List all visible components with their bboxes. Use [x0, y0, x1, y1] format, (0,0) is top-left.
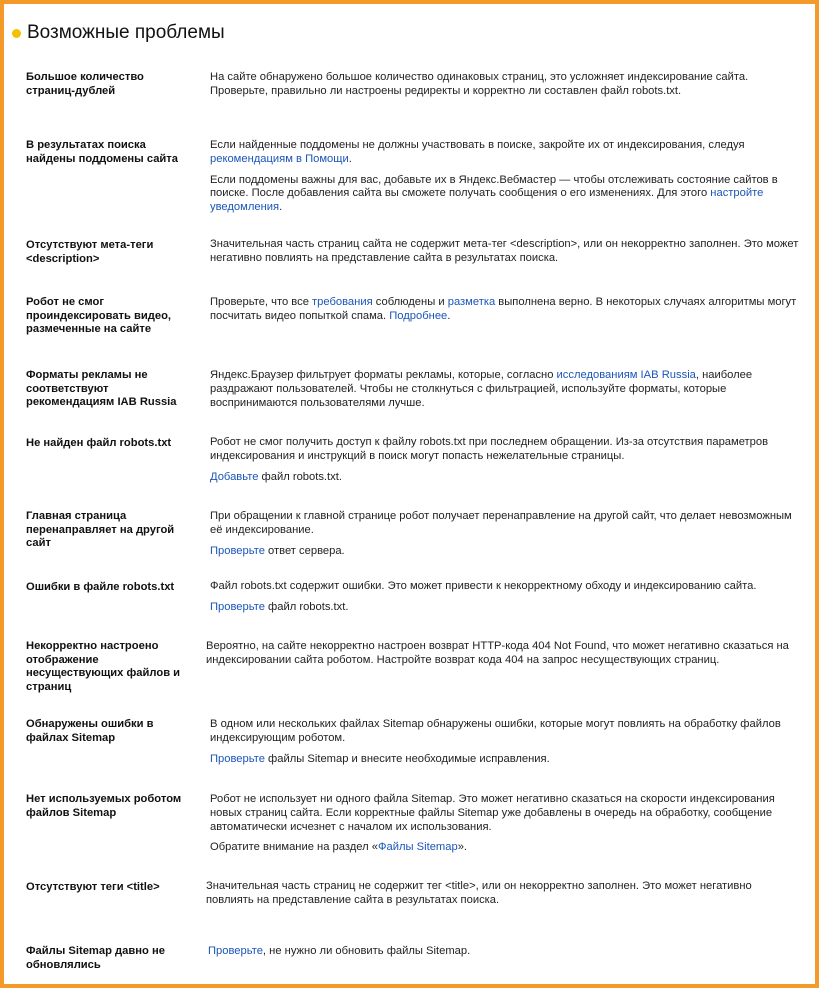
description-text: Обратите внимание на раздел «	[210, 841, 378, 854]
description-paragraph	[210, 793, 802, 834]
description-paragraph	[210, 753, 802, 767]
problem-description	[210, 793, 802, 862]
description-text: При обращении к главной странице робот получает перенаправление на другой сайт, что делает невозможным её индексирование.	[210, 510, 792, 536]
problem-title: Форматы рекламы не соответствуют рекомендациям IAB Russia	[26, 369, 177, 409]
description-paragraph	[210, 841, 802, 855]
description-paragraph	[210, 718, 802, 746]
problem-title: Файлы Sitemap давно не обновлялись	[26, 945, 165, 971]
help-link[interactable]: Подробнее	[389, 309, 448, 322]
description-text: файл robots.txt.	[264, 600, 349, 613]
description-paragraph	[210, 471, 802, 485]
problem-title: Большое количество страниц-дублей	[26, 71, 144, 97]
problem-title: Не найден файл robots.txt	[26, 437, 172, 449]
description-paragraph	[210, 71, 802, 99]
section-header	[12, 22, 225, 44]
description-paragraph	[210, 238, 802, 266]
page-frame	[4, 4, 815, 984]
description-text: В одном или нескольких файлах Sitemap обнаружены ошибки, которые могут повлиять на обработку файлов индексирующим роботом.	[210, 718, 781, 744]
help-link[interactable]: Проверьте	[210, 752, 265, 765]
help-link[interactable]: исследованиям IAB Russia	[556, 369, 696, 381]
description-text: , не нужно ли обновить файлы Sitemap.	[262, 945, 471, 957]
description-paragraph	[210, 601, 802, 615]
problem-description	[210, 580, 802, 622]
description-text: Если поддомены важны для вас, добавьте их в Яндекс.Вебмастер — чтобы отслеживать состояние сайтов в поиске. После добавления сайта вы сможете получать сообщения о его изменениях. Для этого	[210, 173, 778, 200]
description-paragraph	[206, 880, 798, 908]
description-paragraph	[210, 174, 802, 215]
description-text: Робот не смог получить доступ к файлу robots.txt при последнем обращении. Из-за отсутствия параметров индексирования и инструкций в поиск могут попасть нежелательные страницы.	[210, 436, 769, 462]
problem-description	[210, 369, 802, 417]
description-text: Значительная часть страниц сайта не содержит мета-тег <description>, или он некорректно заполнен. Это может негативно повлиять на представление сайта в результатах поиска.	[210, 238, 799, 264]
description-text: .	[348, 152, 352, 165]
page-title: Возможные проблемы	[27, 22, 225, 43]
description-text: выполнена верно. В некоторых случаях алгоритмы могут посчитать видео попыткой спама.	[210, 296, 797, 322]
description-paragraph	[210, 436, 802, 464]
description-text: .	[279, 201, 283, 214]
help-link[interactable]: Проверьте	[210, 544, 265, 557]
description-text: Вероятно, на сайте некорректно настроен возврат HTTP-кода 404 Not Found, что может негативно сказаться на индексировании сайта роботом. Настройте возврат кода 404 на запрос несуществующих страниц.	[206, 640, 789, 666]
description-text: соблюдены и	[372, 296, 448, 308]
description-text: Если найденные поддомены не должны участвовать в поиске, закройте их от индексирования, следуя	[210, 139, 745, 151]
description-paragraph	[210, 369, 802, 410]
problem-description	[210, 238, 802, 273]
problem-description	[210, 718, 802, 773]
problem-description	[210, 139, 802, 222]
problem-description	[206, 640, 798, 675]
description-text: Значительная часть страниц не содержит тег <title>, или он некорректно заполнен. Это может негативно повлиять на представление сайта в результатах поиска.	[206, 880, 752, 906]
description-text: .	[447, 309, 451, 322]
help-link[interactable]: требования	[312, 296, 373, 308]
problem-description	[210, 296, 802, 331]
description-text: ».	[457, 841, 468, 854]
description-text: файл robots.txt.	[258, 470, 342, 483]
description-text: , наиболее раздражают пользователей. Чтобы не столкнуться с фильтрацией, используйте форматы, которые воспринимаются пользователями лучше.	[210, 369, 753, 409]
help-link[interactable]: Добавьте	[210, 470, 259, 483]
problem-title: Обнаружены ошибки в файлах Sitemap	[26, 718, 154, 744]
problem-title: Главная страница перенаправляет на другой сайт	[26, 510, 175, 550]
problem-title: Нет используемых роботом файлов Sitemap	[26, 793, 182, 819]
problem-description	[206, 880, 798, 915]
help-link[interactable]: настройте уведомления	[210, 187, 764, 214]
problem-title: Некорректно настроено отображение несуществующих файлов и страниц	[26, 640, 181, 693]
description-text: Яндекс.Браузер фильтрует форматы рекламы, которые, согласно	[210, 369, 557, 381]
description-paragraph	[210, 545, 802, 559]
problem-title: Отсутствуют мета-теги <description>	[26, 239, 154, 265]
description-paragraph	[208, 945, 800, 959]
problem-description	[210, 436, 802, 491]
help-link[interactable]: Проверьте	[208, 945, 263, 957]
description-paragraph	[210, 296, 802, 324]
description-text: На сайте обнаружено большое количество одинаковых страниц, это усложняет индексирование сайта. Проверьте, правильно ли настроены редиректы и корректно ли составлен файл robots.txt.	[210, 71, 749, 97]
problem-title: В результатах поиска найдены поддомены сайта	[26, 139, 179, 165]
problem-description	[208, 945, 800, 966]
description-paragraph	[210, 510, 802, 538]
description-text: Робот не использует ни одного файла Sitemap. Это может негативно сказаться на скорости индексирования новых страниц сайта. Если корректные файлы Sitemap уже добавлены в очередь на обработку, сообщение автоматически исчезнет с началом их использования.	[210, 793, 775, 833]
description-paragraph	[210, 139, 802, 167]
help-link[interactable]: рекомендациям в Помощи	[210, 152, 349, 165]
description-text: Файл robots.txt содержит ошибки. Это может привести к некорректному обходу и индексированию сайта.	[210, 580, 757, 592]
help-link[interactable]: Проверьте	[210, 600, 265, 613]
description-paragraph	[210, 580, 802, 594]
problem-description	[210, 71, 802, 106]
problem-description	[210, 510, 802, 565]
bullet-dot-icon	[12, 29, 21, 38]
description-paragraph	[206, 640, 798, 668]
description-text: ответ сервера.	[264, 544, 345, 557]
problem-title: Робот не смог проиндексировать видео, размеченные на сайте	[26, 296, 172, 336]
help-link[interactable]: разметка	[447, 296, 496, 308]
help-link[interactable]: Файлы Sitemap	[378, 841, 458, 854]
description-text: файлы Sitemap и внесите необходимые исправления.	[264, 752, 550, 765]
problem-title: Отсутствуют теги <title>	[26, 881, 160, 893]
problem-title: Ошибки в файле robots.txt	[26, 581, 175, 593]
description-text: Проверьте, что все	[210, 296, 313, 308]
